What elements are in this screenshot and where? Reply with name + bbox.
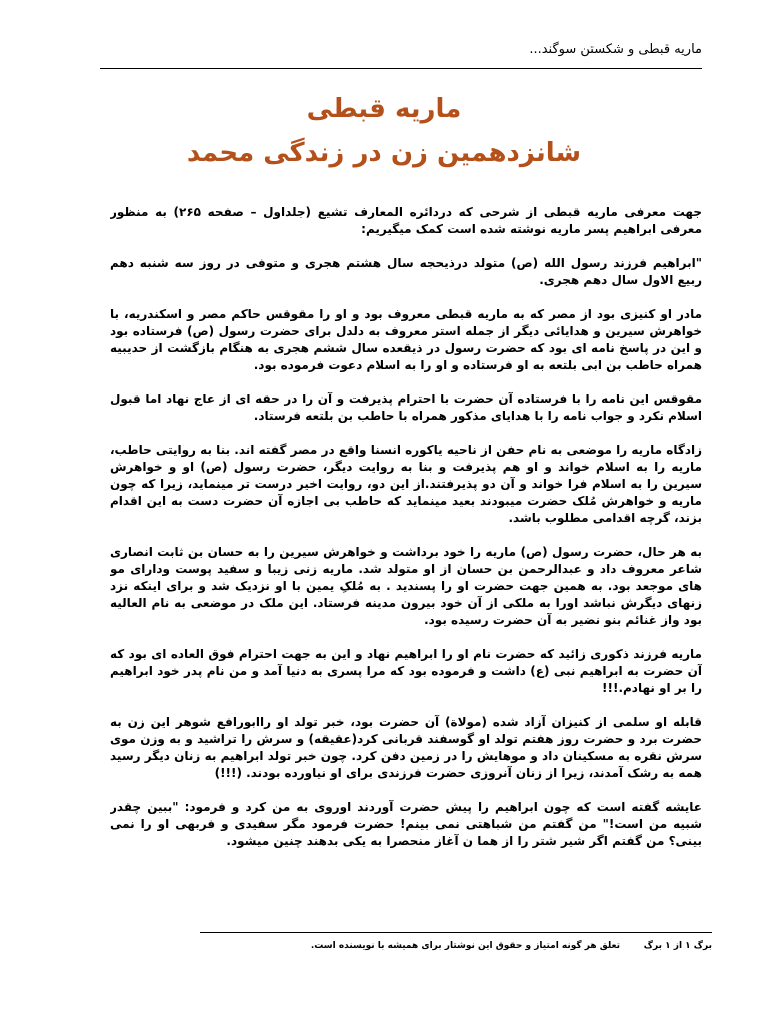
running-header-title: ماریه قبطی و شکستن سوگند... xyxy=(529,42,702,57)
paragraph-birthplace: زادگاه ماریه را موضعی به نام حفن از ناحیه یاکوره انسنا واقع در مصر گفته اند. بنا به روایتی حاطب، ماریه را به اسلام خواند و او هم پذیرفت و بنا به روایت دیگر، حضرت رسول (ص) او و خواهرش سیرین را به اسلام فرا خواند و آن دو پذیرفتند.از این دو، روایت اخیر درست تر مینماید، زیرا که چون ماریه و خواهرش مُلک حضرت میبودند بعید مینماید که حاطب بی اجازه آن حضرت دست به این اقدام بزند، گرچه اقدامی مطلوب باشد. xyxy=(110,443,702,525)
document-subtitle: شانزدهمین زن در زندگی محمد xyxy=(186,138,582,168)
footer-page-info: برگ ۱ از ۱ برگ xyxy=(643,941,712,951)
paragraph-mother-origin: مادر او کنیزی بود از مصر که به ماریه قبطی معروف بود و او را مقوقس حاکم مصر و اسکندریه، با خواهرش سیرین و هدایائی دیگر از جمله استر معروف به دلدل برای حضرت رسول (ص) فرستاده بود و این در پاسخ نامه ای بود که حضرت رسول در ذیقعده سال ششم هجری به هنگام بازگشت از حدیبیه همراه حاطب بن ابی بلتعه به او فرستاده و او را به اسلام دعوت فرموده بود. xyxy=(110,307,702,372)
footer-rights-notice: تعلق هر گونه امتیاز و حقوق این نوشتار برای همیشه با نویسنده است. xyxy=(310,941,620,951)
document-title: ماریه قبطی xyxy=(306,94,462,124)
paragraph-ibrahim-birth: "ابراهیم فرزند رسول الله (ص) متولد درذیحجه سال هشتم هجری و متوفی در روز سه شنبه دهم ربیع الاول سال دهم هجری. xyxy=(110,256,702,287)
paragraph-midwife: قابله او سلمی از کنیزان آزاد شده (مولاة) آن حضرت بود، خبر تولد او راابورافع شوهر این زن به حضرت برد و حضرت روز هفتم تولد او گوسفند قربانی کرد(عقیقه) و سرش را تراشید و به وزن موی سرش نقره به مسکینان داد و موهایش را در زمین دفن کرد. چون خبر تولد ابراهیم به زنان دیگر رسید همه به رشک آمدند، زیرا از زنان آنروزی حضرت فرزندی برای او نیاورده بودند. (!!!) xyxy=(110,715,702,780)
paragraph-muqawqis-reply: مقوقس این نامه را با فرستاده آن حضرت با احترام پذیرفت و آن را در حقه ای از عاج نهاد اما قبول اسلام نکرد و جواب نامه را با هدایای مذکور همراه با حاطب بن بلتعه فرستاد. xyxy=(110,392,702,423)
paragraph-intro: جهت معرفی ماریه قبطی از شرحی که دردائره المعارف تشیع (جلداول – صفحه ۲۶۵) به منظور معرفی ابراهیم پسر ماریه نوشته شده است کمک میگیریم: xyxy=(110,205,702,236)
paragraph-son-naming: ماریه فرزند ذکوری زائید که حضرت نام او را ابراهیم نهاد و این به جهت احترام فوق العاده ای بود که آن حضرت به ابراهیم نبی (ع) داشت و فرموده بود که مرا پسری به دنیا آمد و من نام پدر خود ابراهیم را بر او نهادم.!!! xyxy=(110,647,702,695)
page-footer xyxy=(200,932,712,958)
running-header xyxy=(100,40,702,69)
paragraph-sirin-hassan: به هر حال، حضرت رسول (ص) ماریه را خود برداشت و خواهرش سیرین را به حسان بن ثابت انصاری شاعر معروف داد و عبدالرحمن بن حسان از او متولد شد. ماریه زنی زیبا و سفید پوست ودارای مو های موجعد بود. به همین جهت حضرت او را پسندید . به مُلکِ یمین با او نزدیک شد و برای اینکه نزد زنهای دیگرش نباشد اورا به ملکی از آن خود بیرون مدینه فرستاد. این ملک در موضعی به نام العالیه بود واز غنائم بنو نضیر به آن حضرت رسیده بود. xyxy=(110,545,702,627)
paragraph-aisha: عایشه گفته است که چون ابراهیم را پیش حضرت آوردند اوروی به من کرد و فرمود: "ببین چقدر شبیه من است!" من گفتم من شباهتی نمی بینم! حضرت فرمود مگر سفیدی و فربهی او را نمی بینی؟ من گفتم اگر شیر شتر را از هما ن آغاز منحصرا به یکی بدهند چنین میشود. xyxy=(110,800,702,848)
document-body xyxy=(110,204,702,872)
